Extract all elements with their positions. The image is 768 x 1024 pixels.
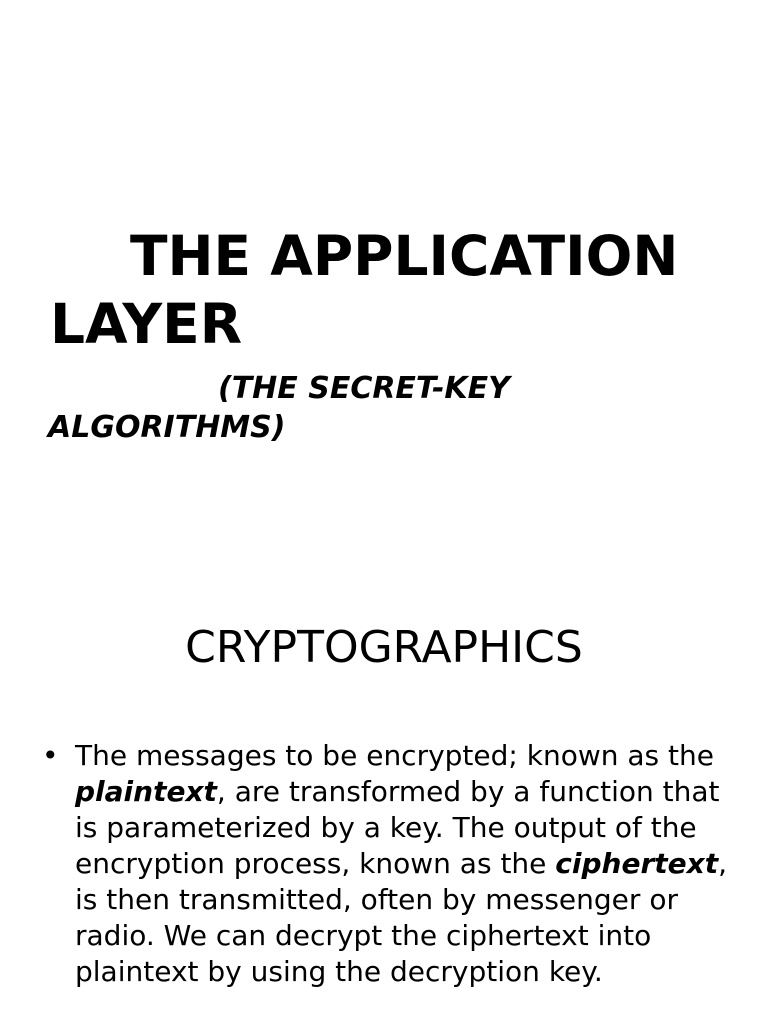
- bullet-text-segment: , are transformed by a function that is parameterized by a key. The output of the encryption process, known as the: [75, 775, 720, 880]
- page-title: [50, 222, 740, 358]
- bullet-text-segment: The messages to be encrypted; known as the: [75, 739, 714, 772]
- subtitle-line-1: (THE SECRET-KEY: [218, 371, 510, 406]
- bullet-text-segment: , is then transmitted, often by messenger or radio. We can decrypt the ciphertext into plaintext by using the decryption key.: [75, 847, 727, 988]
- title-block: [50, 222, 740, 358]
- bullet-list: [40, 738, 740, 990]
- subtitle: [48, 369, 748, 447]
- term-plaintext: plaintext: [75, 775, 217, 808]
- term-ciphertext: ciphertext: [555, 847, 719, 880]
- page-title-line-2: LAYER: [50, 292, 243, 356]
- bullet-icon: •: [42, 739, 59, 772]
- bullet-text: [75, 739, 727, 988]
- subtitle-line-2: ALGORITHMS): [48, 410, 286, 445]
- section-heading: CRYPTOGRAPHICS: [185, 622, 583, 673]
- list-item: [40, 738, 740, 990]
- page-title-line-1: THE APPLICATION: [130, 224, 679, 288]
